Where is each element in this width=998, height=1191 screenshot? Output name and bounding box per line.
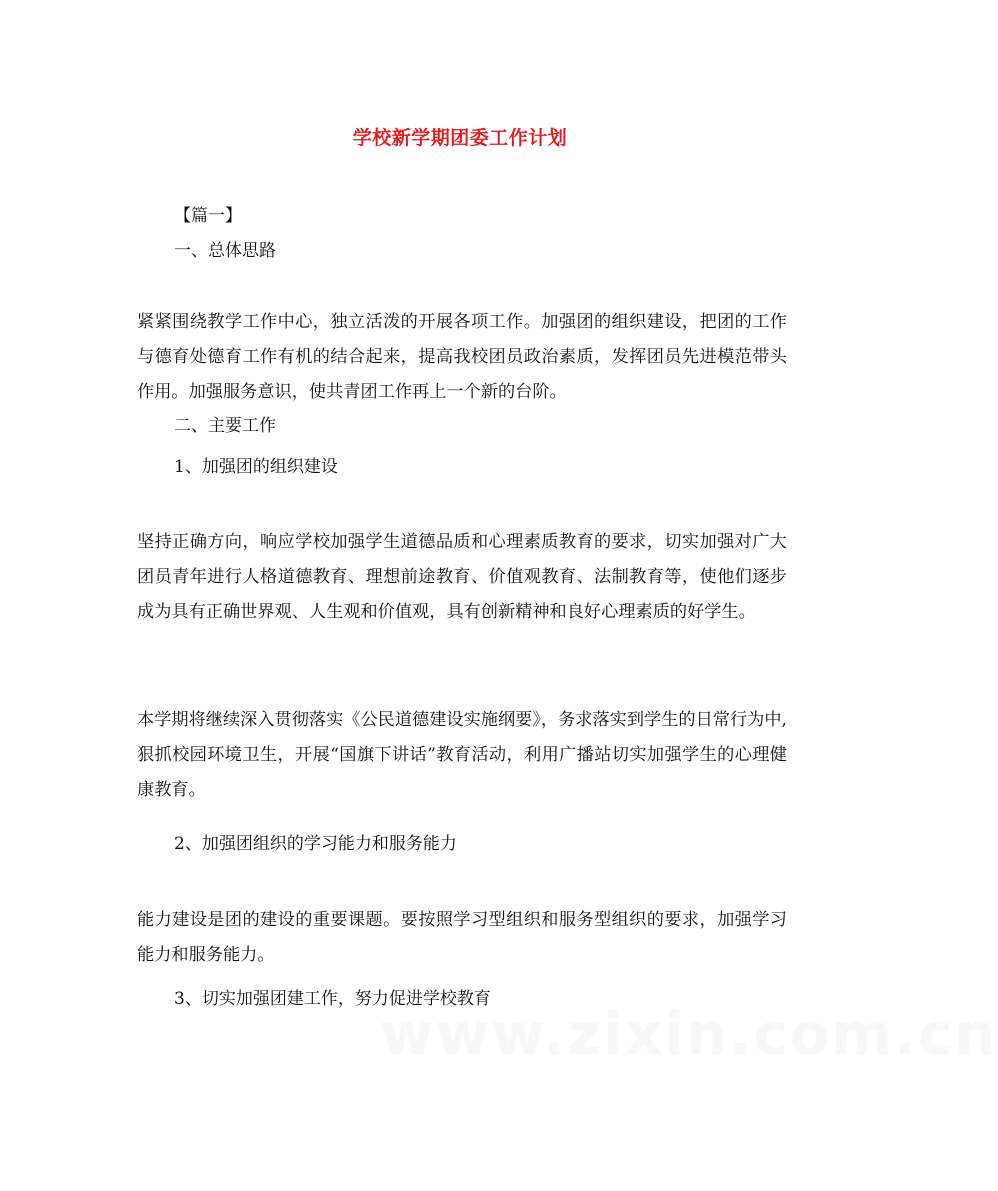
section-label: 【篇一】: [174, 206, 242, 226]
paragraph-organization: 坚持正确方向，响应学校加强学生道德品质和心理素质教育的要求，切实加强对广大团员青年进行人格道德教育、理想前途教育、价值观教育、法制教育等，使他们逐步成为具有正确世界观、人生观和价值观，具有创新精神和良好心理素质的好学生。: [137, 532, 787, 622]
subheading-league-building: 3、切实加强团建工作，努力促进学校教育: [174, 989, 491, 1009]
heading-overall-approach: 一、总体思路: [174, 241, 276, 261]
paragraph-learning-service: 能力建设是团的建设的重要课题。要按照学习型组织和服务型组织的要求，加强学习能力和服务能力。: [137, 910, 787, 965]
paragraph-moral-education: 本学期将继续深入贯彻落实《公民道德建设实施纲要》，务求落实到学生的日常行为中,狠抓校园环境卫生，开展“国旗下讲话”教育活动，利用广播站切实加强学生的心理健康教育。: [137, 710, 787, 800]
watermark: www.zixin.com.cn: [380, 1000, 998, 1068]
heading-main-work: 二、主要工作: [174, 416, 276, 436]
subheading-learning-service: 2、加强团组织的学习能力和服务能力: [174, 834, 457, 854]
document-title: 学校新学期团委工作计划: [352, 127, 568, 149]
subheading-organization: 1、加强团的组织建设: [174, 457, 338, 477]
paragraph-overall-approach: 紧紧围绕教学工作中心，独立活泼的开展各项工作。加强团的组织建设，把团的工作与德育处德育工作有机的结合起来，提高我校团员政治素质，发挥团员先进模范带头作用。加强服务意识，使共青团工作再上一个新的台阶。: [137, 312, 787, 402]
